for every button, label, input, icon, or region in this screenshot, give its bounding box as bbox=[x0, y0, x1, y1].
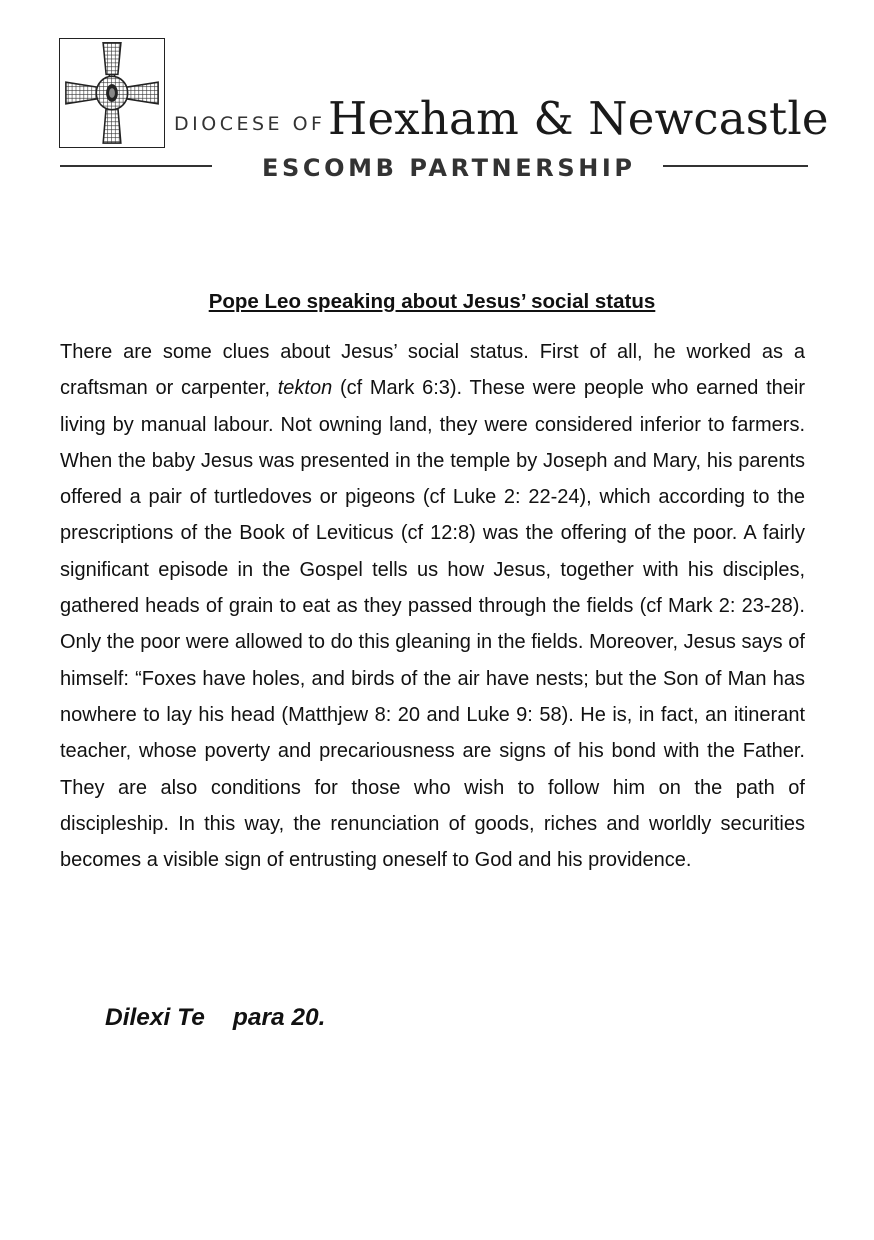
cross-icon bbox=[60, 39, 164, 147]
body-text-part-2: (cf Mark 6:3). These were people who earned their living by manual labour. Not owning land, they were considered inferior to farmers. When the baby Jesus was presented in the temple by Joseph and Mary, his parents offered a pair of turtledoves or pigeons (cf Luke 2: 22-24), which according to the prescriptions of the Book of Leviticus (cf 12:8) was the offering of the poor. A fairly significant episode in the Gospel tells us how Jesus, together with his disciples, gathered heads of grain to eat as they passed through the fields (cf Mark 2: 23-28). Only the poor were allowed to do this gleaning in the fields. Moreover, Jesus says of himself: “Foxes have holes, and birds of the air have nests; but the Son of Man has nowhere to lay his head (Matthjew 8: 20 and Luke 9: 58). He is, in fact, an itinerant teacher, whose poverty and precariousness are signs of his bond with the Father. They are also conditions for those who wish to follow him on the path of discipleship. In this way, the renunciation of goods, riches and worldly securities becomes a visible sign of entrusting oneself to God and his providence. bbox=[60, 377, 805, 872]
partnership-name: ESCOMB PARTNERSHIP bbox=[262, 154, 636, 182]
header-rule-right bbox=[663, 165, 808, 167]
article-body bbox=[60, 334, 805, 878]
citation bbox=[105, 1004, 325, 1032]
citation-ref: para 20. bbox=[232, 1004, 326, 1031]
tekton-term: tekton bbox=[277, 377, 333, 400]
article-title: Pope Leo speaking about Jesus’ social status bbox=[208, 290, 656, 313]
diocese-prefix: DIOCESE OF bbox=[174, 113, 326, 135]
citation-title: Dilexi Te bbox=[105, 1004, 205, 1031]
diocese-name: Hexham & Newcastle bbox=[328, 92, 829, 145]
header-rule-left bbox=[60, 165, 212, 167]
body-text-part-1: There are some clues about Jesus’ social status. First of all, he worked as a craftsman or carpenter, bbox=[60, 341, 805, 400]
diocese-logo bbox=[59, 38, 165, 148]
